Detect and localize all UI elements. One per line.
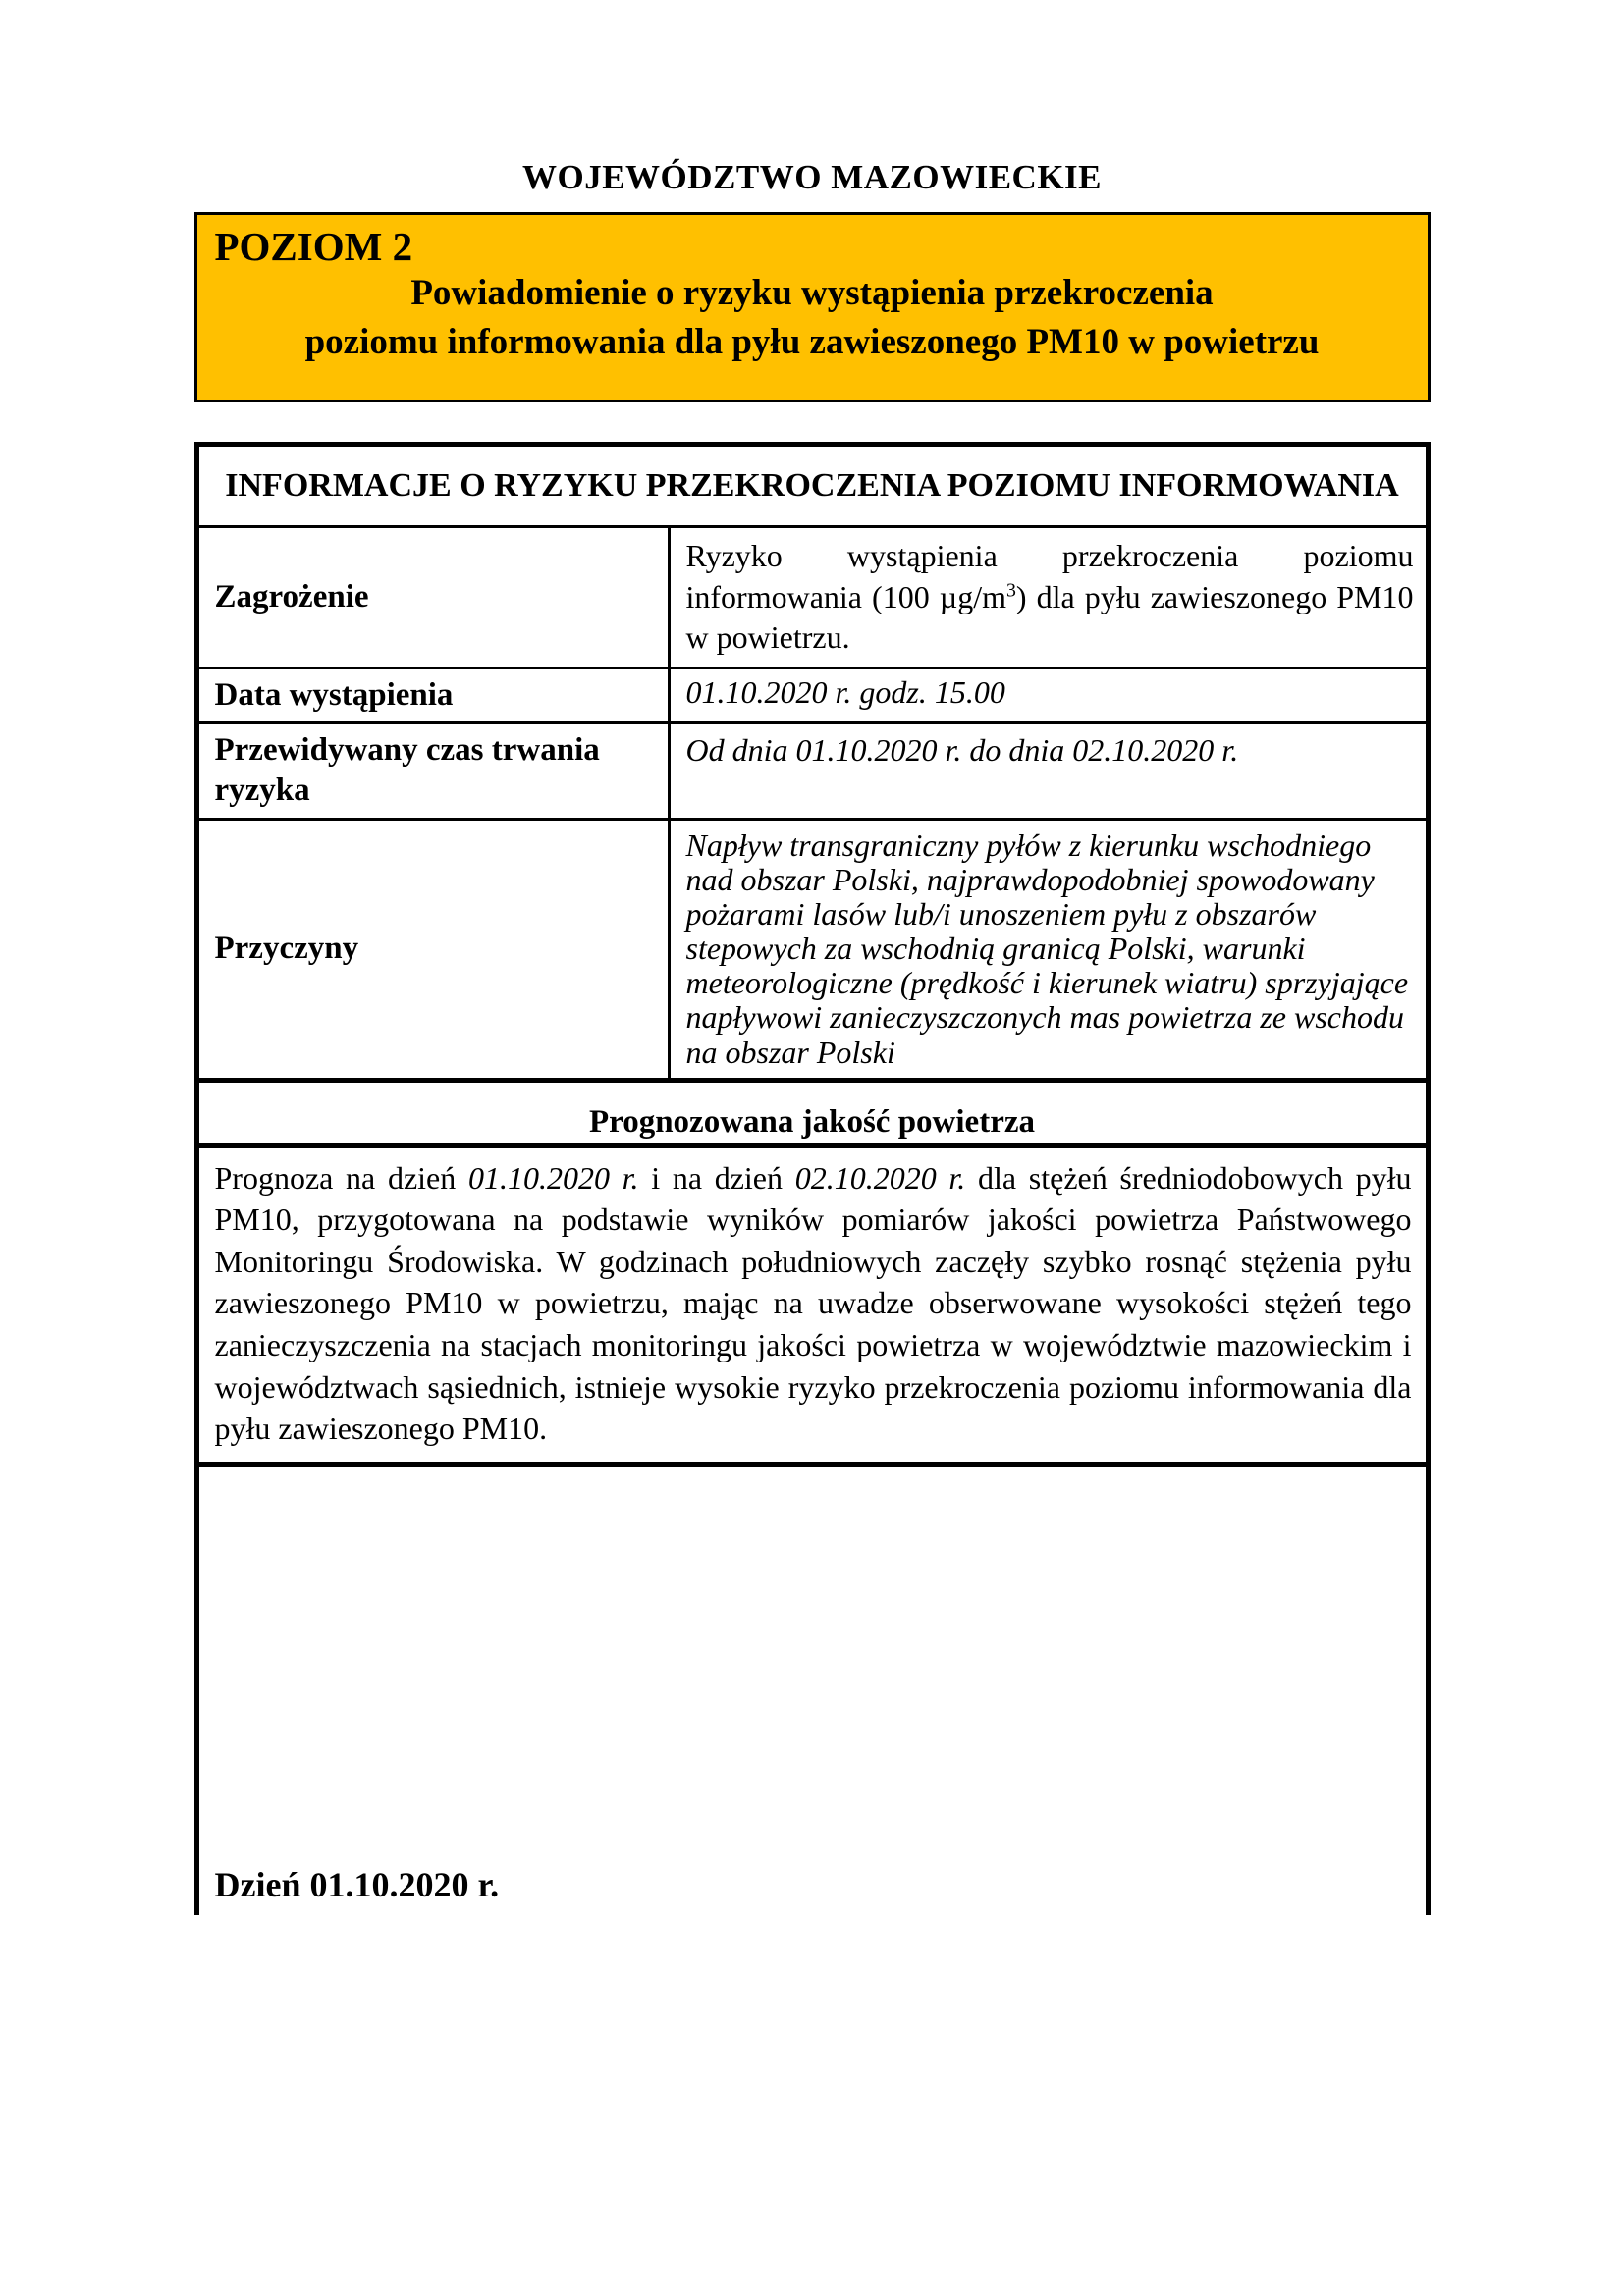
banner-title-line-1: Powiadomienie o ryzyku wystąpienia przekroczenia xyxy=(410,273,1214,314)
duration-label: Przewidywany czas trwania ryzyka xyxy=(199,724,671,818)
page-title: WOJEWÓDZTWO MAZOWIECKIE xyxy=(521,158,1103,196)
forecast-text-segment: i na dzień xyxy=(638,1159,795,1196)
threat-value xyxy=(671,528,1426,667)
threat-value-superscript: 3 xyxy=(1006,578,1016,601)
table-row-duration xyxy=(199,721,1426,818)
threat-value-text-end: ) dla pyłu zawieszonego PM10 w powietrzu. xyxy=(685,578,1414,656)
forecast-date-1: 01.10.2020 r. xyxy=(467,1159,639,1196)
table-row-threat xyxy=(199,525,1426,667)
causes-label: Przyczyny xyxy=(199,821,671,1078)
threat-value-text: Ryzyko wystąpienia przekroczenia poziomu informowania (100 µg/m xyxy=(685,538,1414,614)
table-row-causes xyxy=(199,818,1426,1078)
risk-info-table xyxy=(194,442,1431,1915)
occurrence-date-label: Data wystąpienia xyxy=(199,669,671,721)
forecast-date-2: 02.10.2020 r. xyxy=(794,1159,966,1196)
forecast-section-header: Prognozowana jakość powietrza xyxy=(199,1078,1426,1143)
forecast-text-segment: Prognoza na dzień xyxy=(214,1159,468,1196)
banner-title-line-2: poziomu informowania dla pyłu zawieszonego PM10 w powietrzu xyxy=(304,322,1320,363)
table-row-occurrence-date xyxy=(199,667,1426,721)
forecast-text-segment: dla stężeń średniodobowych pyłu PM10, przygotowana na podstawie wyników pomiarów jakości powietrza Państwowego Monitoringu Środowiska. W godzinach południowych zaczęły szybko rosnąć stężenia pyłu zawieszonego PM10 w powietrzu, mając na uwadze obserwowane wysokości stężeń tego zanieczyszczenia na stacjach monitoringu jakości powietrza w województwie mazowieckim i województwach sąsiednich, istnieje wysokie ryzyko przekroczenia poziomu informowania dla pyłu zawieszonego PM10. xyxy=(214,1159,1412,1447)
causes-value: Napływ transgraniczny pyłów z kierunku wschodniego nad obszar Polski, najprawdopodobniej spowodowany pożarami lasów lub/i unoszeniem pyłu z obszarów stepowych za wschodnią granicą Polski, warunki meteorologiczne (prędkość i kierunek wiatru) sprzyjające napływowi zanieczyszczonych mas powietrza ze wschodu na obszar Polski xyxy=(685,827,1409,1070)
duration-value: Od dnia 01.10.2020 r. do dnia 02.10.2020 r. xyxy=(685,732,1239,769)
alert-banner xyxy=(194,212,1431,402)
forecast-map-cell xyxy=(199,1462,1426,1915)
forecast-paragraph xyxy=(199,1143,1426,1462)
occurrence-date-value: 01.10.2020 r. godz. 15.00 xyxy=(685,673,1005,710)
alert-level-label: POZIOM 2 xyxy=(214,224,413,269)
table-section-header: INFORMACJE O RYZYKU PRZEKROCZENIA POZIOMU INFORMOWANIA xyxy=(225,467,1399,504)
forecast-day-label: Dzień 01.10.2020 r. xyxy=(214,1864,500,1904)
threat-label: Zagrożenie xyxy=(199,528,671,667)
